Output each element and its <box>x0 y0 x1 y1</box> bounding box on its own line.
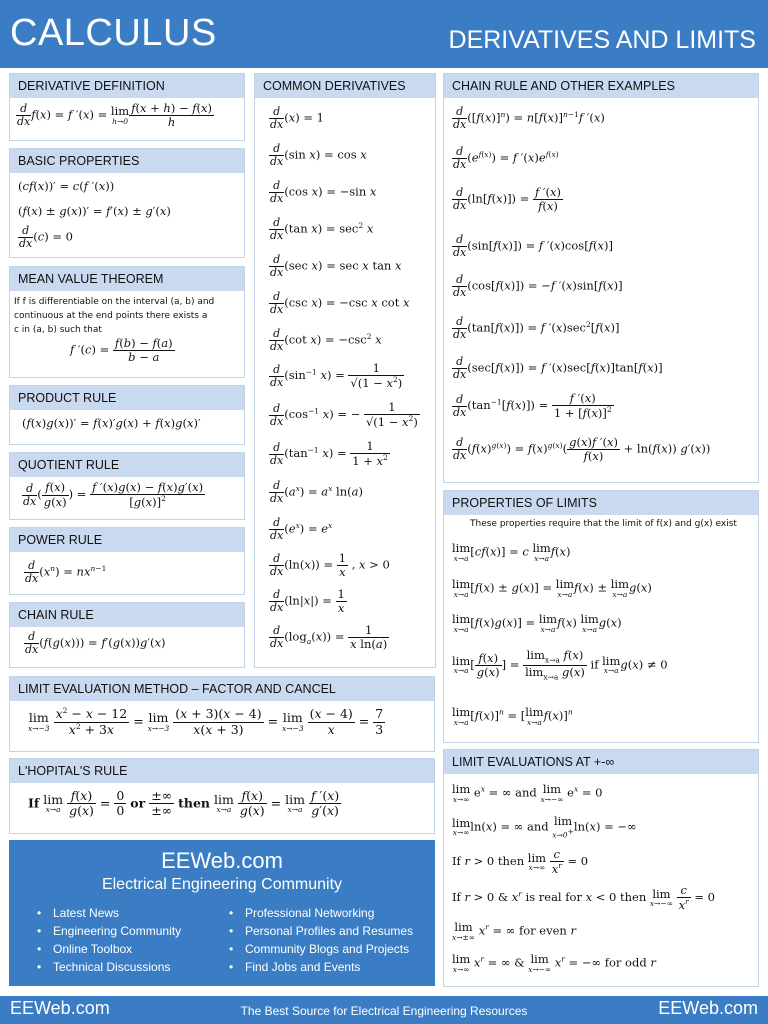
formula-limit-power-negative: If r > 0 & $x^r$ is real for x < 0 then lim x→−∞ $\frac{c}{x^r}$ = 0 <box>452 883 715 913</box>
formula-chain-tan: $\frac{d}{dx}$ (tan[f(x)]) = f $'(x)\sec^2[f(x)]$ <box>453 315 620 342</box>
section-title: LIMIT EVALUATIONS AT +-∞ <box>444 750 758 774</box>
formula-d-csc: $\frac{d}{dx}$ (csc x) = −csc x cot x <box>270 290 410 317</box>
panel-chain-rule-examples <box>443 73 759 483</box>
formula-derivative-definition: $\frac{d}{dx}$ f(x) = f ′(x) = lim h→0 $\frac{f(x + h) - f(x)}{h}$ <box>17 101 213 130</box>
formula-constant-derivative: $\frac{d}{dx}$ (c) = 0 <box>19 224 73 251</box>
mvt-line-2: continuous at the end points there exists a <box>14 311 208 321</box>
formula-limit-exp-infinity: lim x→∞ $e^x$ = ∞ and lim x→−∞ $e^x = 0$ <box>452 782 603 804</box>
formula-chain-exp: $\frac{d}{dx}$ $(e^{f(x)}) = f$ $'(x)e^{f(x)}$ <box>453 145 559 172</box>
formula-product-rule: (f(x)g(x))′ = f(x)′g(x) + f(x)g(x)′ <box>22 416 201 430</box>
eeweb-links-left <box>35 904 181 976</box>
eeweb-subtitle: Electrical Engineering Community <box>101 876 343 893</box>
formula-d-sec: $\frac{d}{dx}$ (sec x) = sec x tan x <box>270 253 402 280</box>
panel-power-rule <box>9 527 245 595</box>
formula-chain-rule: $\frac{d}{dx}$ (f(g(x))) = f′(g(x))g′(x) <box>25 630 166 657</box>
mvt-line-1: If f is differentiable on the interval (a, b) and <box>14 297 215 307</box>
link-personal-profiles[interactable]: • Personal Profiles and Resumes <box>227 922 413 940</box>
section-title: LIMIT EVALUATION METHOD – FACTOR AND CANCEL <box>10 677 434 701</box>
formula-d-arctan: $\frac{d}{dx}$ ($\tan^{-1}$ x) = $\frac{1}{1 + x^2}$ <box>270 439 388 469</box>
formula-d-ln-abs: $\frac{d}{dx}$ (ln|x|) = $\frac{1}{x}$ <box>270 587 345 616</box>
link-professional-networking[interactable]: • Professional Networking <box>227 904 413 922</box>
page-subtitle: DERIVATIVES AND LIMITS <box>448 26 756 54</box>
section-title: BASIC PROPERTIES <box>10 149 244 173</box>
panel-lhopital <box>9 758 435 834</box>
eeweb-links-right <box>227 904 413 976</box>
footer-bar <box>0 996 768 1024</box>
formula-limit-quotient: lim x→a [ $\frac{f(x)}{g(x)}$ ] = $\frac{\lim_{x\to a} f(x)}{\lim_{x\to a} g(x)}$ if lim x→a g(x) ≠ 0 <box>452 648 668 682</box>
lhopital-if: If <box>28 795 40 811</box>
formula-d-log: $\frac{d}{dx}$ $(\log_a(x))$ = $\frac{1}{\text{x ln(a)}}$ <box>270 623 388 652</box>
panel-derivative-definition <box>9 73 245 141</box>
formula-power-rule: $\frac{d}{dx}$ $(x^n) = nx^{n-1}$ <box>25 559 107 586</box>
formula-d-ax: $\frac{d}{dx}$ $(a^x) = a^x$ ln(a) <box>270 479 363 506</box>
footer-right-link[interactable]: EEWeb.com <box>658 998 758 1018</box>
link-online-toolbox[interactable]: • Online Toolbox <box>35 940 181 958</box>
formula-mvt: f ′(c) = $\frac{f(b) - f(a)}{b - a}$ <box>70 336 173 365</box>
formula-factor-cancel: lim x→−3 $\frac{x^2 - x - 12}{x^2 + 3x}$ = lim x→−3 $\frac{(x + 3)(x - 4)}{x(x + 3)}$ = lim x→−3 $\frac{(x - 4)}{x}$ = $\frac{7}{3}$ <box>28 706 384 737</box>
eeweb-title[interactable]: EEWeb.com <box>161 848 283 873</box>
section-title: DERIVATIVE DEFINITION <box>10 74 244 98</box>
formula-lhopital: If lim x→a $\frac{f(x)}{g(x)}$ = $\frac{0}{0}$ or $\frac{\pm\infty}{\pm\infty}$ then lim x→a $\frac{f(x)}{g(x)}$ = lim x→a $\frac{f '(x)}{g'(x)}$ <box>28 788 340 819</box>
section-title: CHAIN RULE AND OTHER EXAMPLES <box>444 74 758 98</box>
formula-chain-sec: $\frac{d}{dx}$ (sec[f(x)]) = f ′(x)sec[f(x)]tan[f(x)] <box>453 355 663 382</box>
link-community-blogs[interactable]: • Community Blogs and Projects <box>227 940 413 958</box>
formula-limit-product: lim x→a [f(x)g(x)] = lim x→a f(x) lim x→a g(x) <box>452 612 622 634</box>
formula-d-tan: $\frac{d}{dx}$ (tan $x) = \sec^2 x$ <box>270 216 374 243</box>
formula-quotient-rule: $\frac{d}{dx}$ ( $\frac{f(x)}{g(x)}$ ) = $\frac{f '(x)g(x) - f(x)g'(x)}{[g(x)]^2}$ <box>23 480 204 510</box>
formula-chain-power: $\frac{d}{dx}$ $([f(x)]^n) = n[f(x)]^{n-1}f$ ′(x) <box>453 105 605 132</box>
lhopital-or: or <box>130 795 146 811</box>
formula-d-ex: $\frac{d}{dx}$ $(e^x) = e^x$ <box>270 516 333 543</box>
section-title: QUOTIENT RULE <box>10 453 244 477</box>
lhopital-then: then <box>178 795 210 811</box>
link-technical-discussions[interactable]: • Technical Discussions <box>35 958 181 976</box>
formula-chain-cos: $\frac{d}{dx}$ (cos[f(x)]) = −f ′(x)sin[f(x)] <box>453 273 623 300</box>
formula-d-arccos: $\frac{d}{dx}$ ($\cos^{-1}$ x) = − $\frac{1}{√(1 - x^2)}$ <box>270 400 418 430</box>
footer-left-link[interactable]: EEWeb.com <box>10 998 110 1018</box>
formula-d-cot: $\frac{d}{dx}$ (cot $x) = -\csc^2$ x <box>270 327 382 354</box>
panel-product-rule <box>9 385 245 445</box>
footer-tagline: The Best Source for Electrical Engineering Resources <box>240 1004 528 1018</box>
formula-limit-ln-infinity: lim x→∞ ln(x) = ∞ and lim x→0+ ln(x) = −∞ <box>452 814 637 839</box>
section-title: L'HOPITAL'S RULE <box>10 759 434 783</box>
formula-d-ln: $\frac{d}{dx}$ (ln(x)) = $\frac{1}{x}$ , x > 0 <box>270 551 390 580</box>
section-title: PRODUCT RULE <box>10 386 244 410</box>
formula-limit-even: lim x→±∞ $x^r$ = ∞ for even r <box>452 920 576 942</box>
page-title: CALCULUS <box>10 12 217 54</box>
formula-chain-ln: $\frac{d}{dx}$ (ln[f(x)]) = $\frac{f '(x)}{f(x)}$ <box>453 185 562 214</box>
formula-limit-power: lim x→a $[f(x)]^n$ = [ lim x→a f(x)]$^n$ <box>452 705 573 727</box>
section-title: COMMON DERIVATIVES <box>255 74 435 98</box>
panel-chain-rule <box>9 602 245 668</box>
formula-d-cos: $\frac{d}{dx}$ (cos x) = −sin x <box>270 179 377 206</box>
formula-sum-rule: (f(x) ± g(x))′ = f′(x) ± g′(x) <box>18 204 171 218</box>
panel-mean-value-theorem <box>9 266 245 378</box>
panel-properties-of-limits <box>443 490 759 743</box>
panel-limits-infinity <box>443 749 759 987</box>
link-find-jobs[interactable]: • Find Jobs and Events <box>227 958 413 976</box>
panel-common-derivatives <box>254 73 436 668</box>
formula-chain-arctan: $\frac{d}{dx}$ $(\tan^{-1}[f(x)])$ = $\frac{f '(x)}{1 + [f(x)]^2}$ <box>453 391 612 421</box>
formula-limit-sum: lim x→a [f(x) ± g(x)] = lim x→a f(x) ± lim x→a g(x) <box>452 577 652 599</box>
formula-chain-sin: $\frac{d}{dx}$ (sin[f(x)]) = f ′(x)cos[f(x)] <box>453 233 613 260</box>
formula-d-x: $\frac{d}{dx}$ (x) = 1 <box>270 105 324 132</box>
header-bar <box>0 0 768 68</box>
eeweb-promo <box>9 840 435 986</box>
formula-limit-odd: lim x→∞ $x^r$ = ∞ & lim x→−∞ $x^r$ = −∞ for odd r <box>452 952 656 974</box>
section-title: PROPERTIES OF LIMITS <box>444 491 758 515</box>
panel-limit-factor-cancel <box>9 676 435 752</box>
formula-chain-general-power: $\frac{d}{dx}$ $(f(x)^{g(x)}) = f(x)^{g(x)}$( $\frac{g(x)f '(x)}{f(x)}$ + ln(f(x)) g′(x)) <box>453 435 711 464</box>
section-title: POWER RULE <box>10 528 244 552</box>
formula-d-sin: $\frac{d}{dx}$ (sin x) = cos x <box>270 142 367 169</box>
section-title: MEAN VALUE THEOREM <box>10 267 244 291</box>
link-latest-news[interactable]: • Latest News <box>35 904 181 922</box>
formula-d-arcsin: $\frac{d}{dx}$ ($\sin^{-1}$ x) = $\frac{1}{√(1 - x^2)}$ <box>270 361 403 391</box>
mvt-line-3: c in (a, b) such that <box>14 325 102 335</box>
formula-constant-multiple: (cf(x))′ = c(f ′(x)) <box>18 179 115 193</box>
limits-note: These properties require that the limit of f(x) and g(x) exist <box>470 519 737 529</box>
formula-limit-constant: lim x→a [cf(x)] = c lim x→a f(x) <box>452 541 571 563</box>
formula-limit-power-positive: If r > 0 then lim x→∞ $\frac{c}{x^r}$ = 0 <box>452 847 589 877</box>
link-engineering-community[interactable]: • Engineering Community <box>35 922 181 940</box>
panel-quotient-rule <box>9 452 245 520</box>
panel-basic-properties <box>9 148 245 258</box>
section-title: CHAIN RULE <box>10 603 244 627</box>
